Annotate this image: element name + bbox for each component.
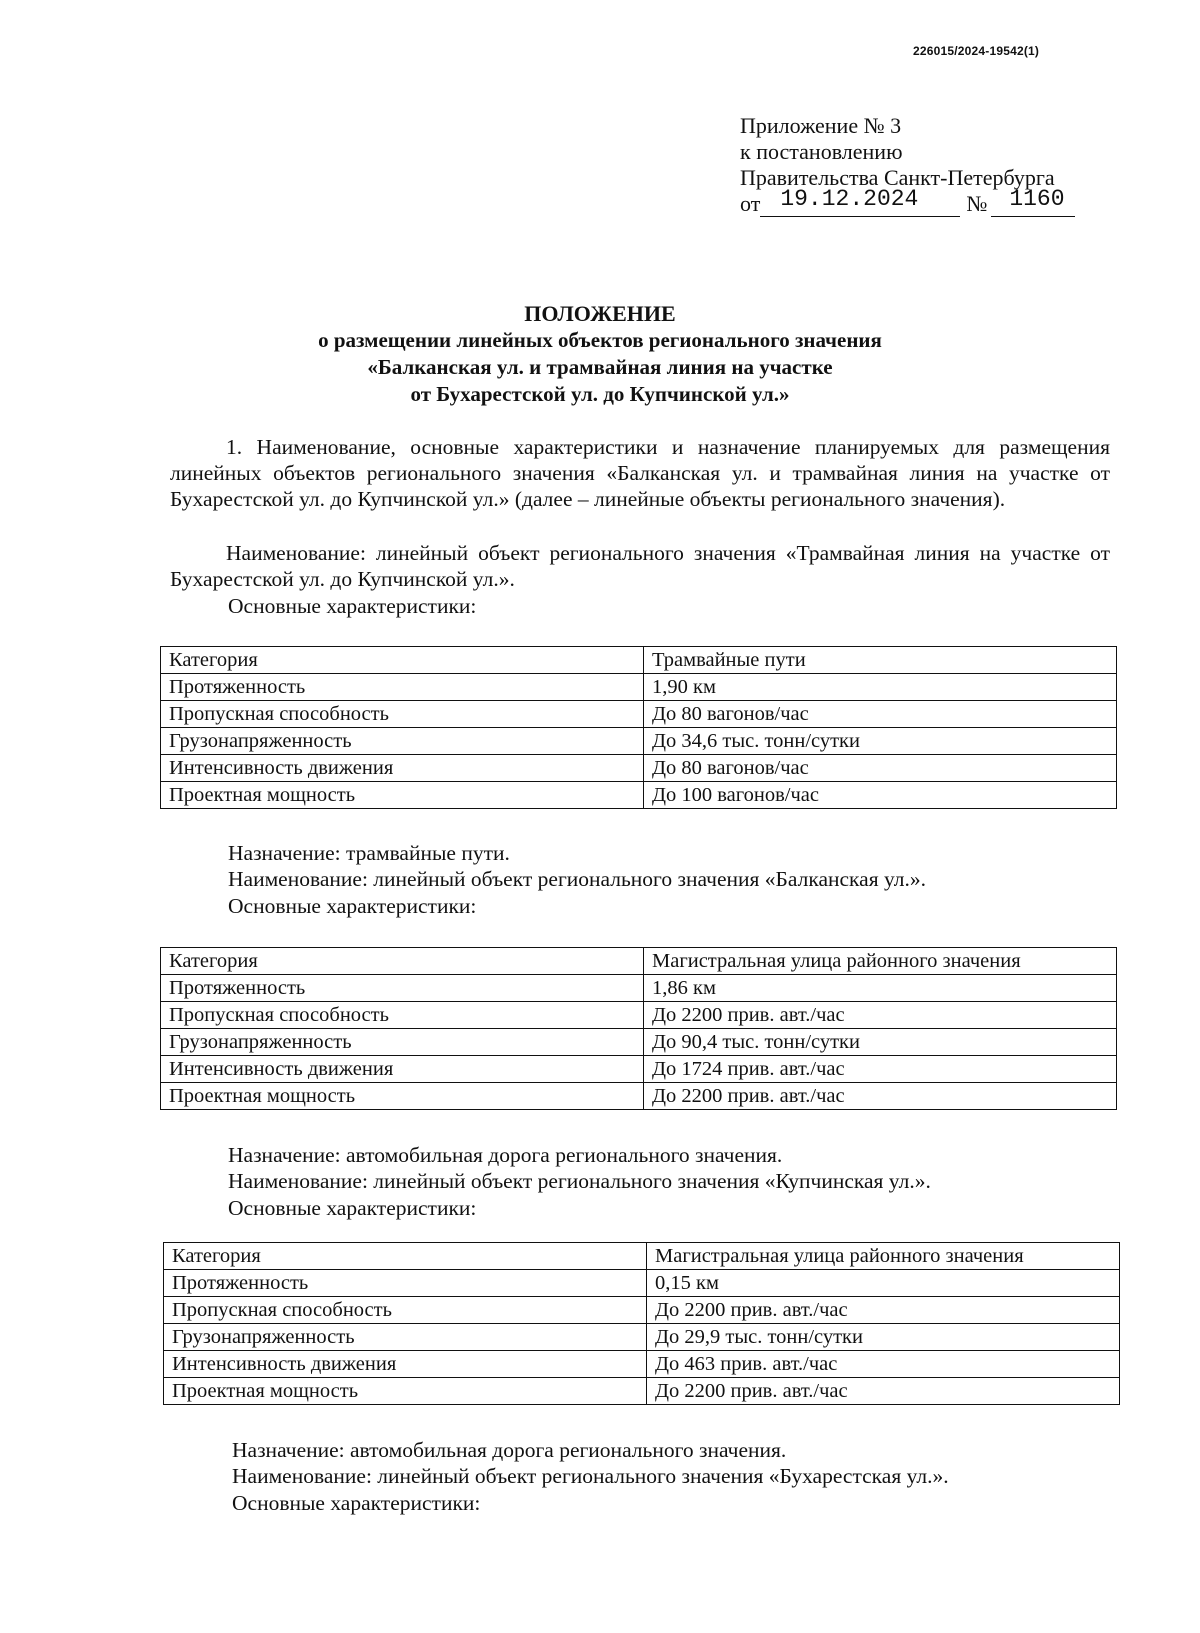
table-cell-label: Протяженность	[161, 674, 644, 701]
table-cell-label: Категория	[161, 948, 644, 975]
table-cell-value: До 2200 прив. авт./час	[644, 1083, 1117, 1110]
table-cell-value: 1,90 км	[644, 674, 1117, 701]
table-row	[161, 701, 1117, 728]
table-row	[161, 728, 1117, 755]
title-line-2: о размещении линейных объектов регионального значения	[318, 328, 882, 352]
table-cell-label: Пропускная способность	[164, 1297, 647, 1324]
section4-purpose: Назначение: автомобильная дорога регионального значения.	[232, 1438, 787, 1462]
table-row	[164, 1324, 1120, 1351]
document-title	[170, 300, 1030, 408]
intro-chars-label: Основные характеристики:	[228, 594, 477, 618]
table-row	[161, 647, 1117, 674]
table-cell-value: До 463 прив. авт./час	[647, 1351, 1120, 1378]
table-row	[161, 1083, 1117, 1110]
annex-line-3: Правительства Санкт-Петербурга	[740, 165, 1055, 190]
table-cell-value: Магистральная улица районного значения	[644, 948, 1117, 975]
table-row	[164, 1270, 1120, 1297]
table-cell-label: Категория	[161, 647, 644, 674]
table-cell-value: До 29,9 тыс. тонн/сутки	[647, 1324, 1120, 1351]
table-cell-label: Грузонапряженность	[161, 1029, 644, 1056]
table-cell-label: Проектная мощность	[164, 1378, 647, 1405]
section3-name: Наименование: линейный объект регионального значения «Купчинская ул.».	[228, 1169, 931, 1193]
table-cell-label: Пропускная способность	[161, 701, 644, 728]
table-row	[164, 1297, 1120, 1324]
section3-purpose: Назначение: автомобильная дорога регионального значения.	[228, 1143, 783, 1167]
number-field	[991, 186, 1075, 217]
characteristics-table-balkanskaya	[160, 947, 1117, 1110]
section2-purpose: Назначение: трамвайные пути.	[228, 841, 510, 865]
table-cell-value: До 2200 прив. авт./час	[647, 1378, 1120, 1405]
table-cell-label: Пропускная способность	[161, 1002, 644, 1029]
table-row	[161, 948, 1117, 975]
title-line-3: «Балканская ул. и трамвайная линия на участке	[367, 355, 833, 379]
table-cell-value: Трамвайные пути	[644, 647, 1117, 674]
section4-chars-label: Основные характеристики:	[232, 1491, 481, 1515]
table-row	[164, 1243, 1120, 1270]
table-cell-label: Категория	[164, 1243, 647, 1270]
table-cell-label: Грузонапряженность	[161, 728, 644, 755]
table-row	[161, 782, 1117, 809]
characteristics-table-kupchinskaya	[163, 1242, 1120, 1405]
annex-line-1: Приложение № 3	[740, 113, 902, 138]
table-cell-value: До 1724 прив. авт./час	[644, 1056, 1117, 1083]
table-row	[161, 1002, 1117, 1029]
table-cell-value: До 34,6 тыс. тонн/сутки	[644, 728, 1117, 755]
date-field	[760, 186, 960, 217]
number-value: 1160	[1009, 186, 1065, 212]
table-row	[161, 975, 1117, 1002]
intro-name: Наименование: линейный объект регионального значения «Трамвайная линия на участке от Бухарестской ул. до Купчинской ул.».	[170, 541, 1110, 591]
table-cell-label: Интенсивность движения	[161, 755, 644, 782]
title-line-1: ПОЛОЖЕНИЕ	[524, 301, 676, 326]
date-value: 19.12.2024	[780, 186, 919, 212]
table-cell-label: Протяженность	[164, 1270, 647, 1297]
table-row	[164, 1378, 1120, 1405]
table-cell-value: 0,15 км	[647, 1270, 1120, 1297]
number-label: №	[966, 191, 988, 216]
table-row	[161, 755, 1117, 782]
title-line-4: от Бухарестской ул. до Купчинской ул.»	[410, 382, 790, 406]
table-cell-label: Интенсивность движения	[164, 1351, 647, 1378]
section2-chars-label: Основные характеристики:	[228, 894, 477, 918]
table-row	[161, 1056, 1117, 1083]
section2-name: Наименование: линейный объект регионального значения «Балканская ул.».	[228, 867, 927, 891]
intro-paragraph: 1. Наименование, основные характеристики и назначение планируемых для размещения линейных объектов регионального значения «Балканская ул. и трамвайная линия на участке от Бухарестской ул. до Купчинской ул.» (далее – линейные объекты регионального значения).	[170, 435, 1110, 511]
table-cell-label: Протяженность	[161, 975, 644, 1002]
document-id: 226015/2024-19542(1)	[913, 44, 1040, 58]
table-cell-label: Проектная мощность	[161, 782, 644, 809]
table-cell-value: До 80 вагонов/час	[644, 755, 1117, 782]
annex-date-number-line	[740, 186, 1075, 217]
table-cell-value: 1,86 км	[644, 975, 1117, 1002]
table-row	[161, 674, 1117, 701]
characteristics-table-tram	[160, 646, 1117, 809]
table-row	[164, 1351, 1120, 1378]
table-cell-value: До 2200 прив. авт./час	[644, 1002, 1117, 1029]
section3-chars-label: Основные характеристики:	[228, 1196, 477, 1220]
annex-line-2: к постановлению	[740, 139, 903, 164]
table-cell-value: Магистральная улица районного значения	[647, 1243, 1120, 1270]
table-cell-value: До 100 вагонов/час	[644, 782, 1117, 809]
table-cell-value: До 90,4 тыс. тонн/сутки	[644, 1029, 1117, 1056]
table-cell-value: До 80 вагонов/час	[644, 701, 1117, 728]
table-cell-label: Интенсивность движения	[161, 1056, 644, 1083]
table-row	[161, 1029, 1117, 1056]
table-cell-value: До 2200 прив. авт./час	[647, 1297, 1120, 1324]
table-cell-label: Грузонапряженность	[164, 1324, 647, 1351]
from-label: от	[740, 191, 761, 216]
section4-name: Наименование: линейный объект регионального значения «Бухарестская ул.».	[232, 1464, 949, 1488]
table-cell-label: Проектная мощность	[161, 1083, 644, 1110]
annex-header	[740, 113, 1075, 217]
